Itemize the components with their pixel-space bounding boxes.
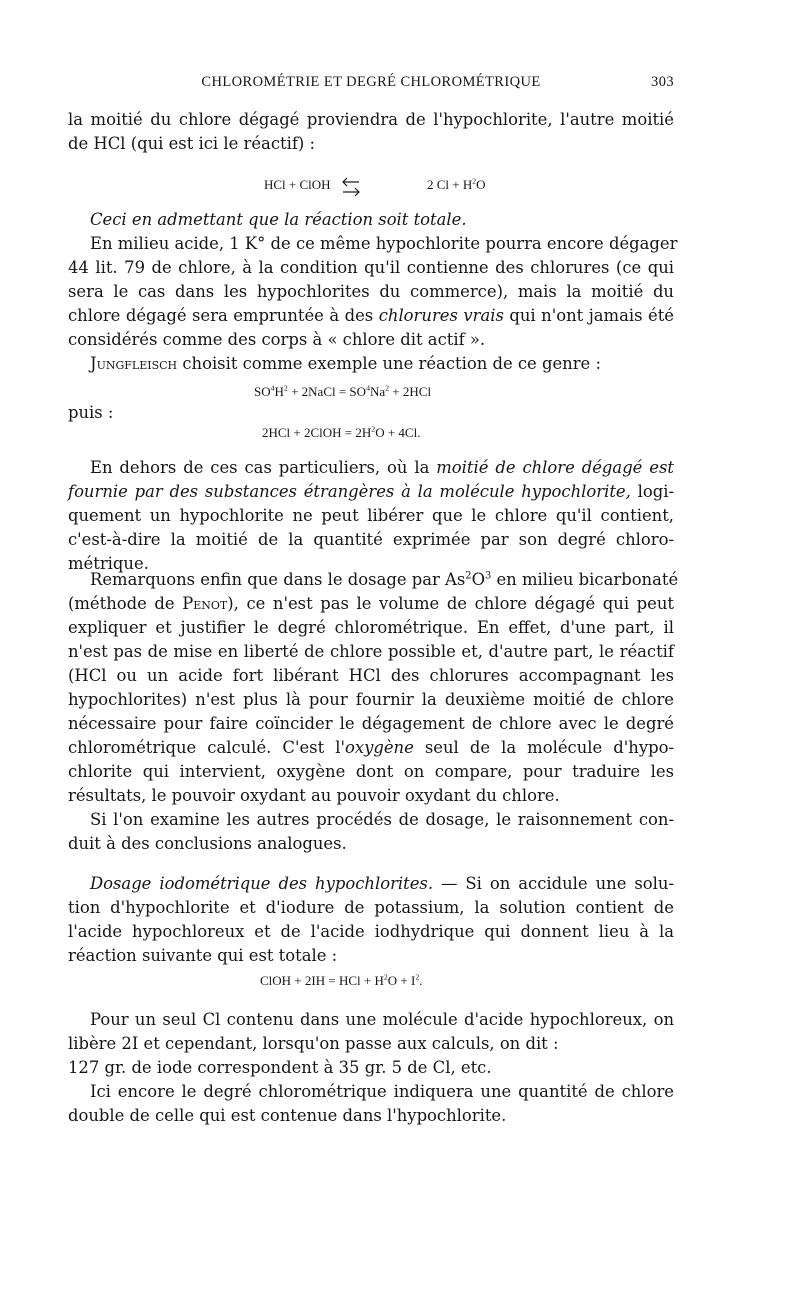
text-line: tion d'hypochlorite et d'iodure de potassium, la solution contient de <box>68 898 674 917</box>
text-line <box>68 568 679 592</box>
page-number: 303 <box>651 74 674 90</box>
equation <box>260 973 422 989</box>
text-line: puis : <box>68 403 114 422</box>
equation-text: O + I <box>387 973 416 988</box>
equation <box>254 384 431 400</box>
text-span: seul de la molécule d'hypo- <box>413 738 674 757</box>
superscript: 4 <box>366 383 370 393</box>
equation-text: H <box>274 384 284 399</box>
text-span: qui n'ont jamais été <box>503 306 674 325</box>
text-span: En dehors de ces cas particuliers, où la <box>90 458 437 477</box>
text-line <box>68 872 674 896</box>
text-line: métrique. <box>68 554 149 573</box>
author-name: Penot <box>182 594 228 613</box>
superscript: 2 <box>415 972 420 982</box>
text-line: 44 lit. 79 de chlore, à la condition qu'il contienne des chlorures (ce qui <box>68 258 674 277</box>
equation-left <box>264 177 331 193</box>
text-span: (méthode de <box>68 594 183 613</box>
equation-text: 2 Cl + H <box>427 177 473 192</box>
text-line: Si l'on examine les autres procédés de dosage, le raisonnement con- <box>90 810 674 829</box>
text-line: considérés comme des corps à « chlore dit actif ». <box>68 330 486 349</box>
equation-text: 2HCl + 2ClOH = 2H <box>262 425 372 440</box>
equation-text: . <box>419 973 423 988</box>
text-line <box>68 304 674 328</box>
text-line: l'acide hypochloreux et de l'acide iodhydrique qui donnent lieu à la <box>68 922 674 941</box>
text-line: (HCl ou un acide fort libérant HCl des chlorures accompagnant les <box>68 666 674 685</box>
text-line <box>68 456 674 480</box>
equation-text: HCl + ClOH <box>264 177 331 192</box>
text-span: en milieu bicarbonaté <box>491 570 679 589</box>
italic-term: oxygène <box>344 738 414 757</box>
text-span: logi- <box>630 482 675 501</box>
author-name: Jungfleisch <box>90 354 178 373</box>
running-title: CHLOROMÉTRIE ET DEGRÉ CHLOROMÉTRIQUE <box>201 74 541 90</box>
italic-term: fournie par des substances étrangères à la molécule hypochlorite, <box>68 482 631 501</box>
text-line: quement un hypochlorite ne peut libérer que le chlore qu'il contient, <box>68 506 674 525</box>
text-span: — Si on accidule une solu- <box>433 874 674 893</box>
text-line: hypochlorites) n'est plus là pour fournir la deuxième moitié de chlore <box>68 690 674 709</box>
text-line: En milieu acide, 1 K° de ce même hypochlorite pourra encore dégager <box>90 234 678 253</box>
superscript: 2 <box>385 383 390 393</box>
text-line: duit à des conclusions analogues. <box>68 834 347 853</box>
text-line: chlorite qui intervient, oxygène dont on compare, pour traduire les <box>68 762 674 781</box>
text-span: choisit comme exemple une réaction de ce genre : <box>177 354 601 373</box>
section-heading: Dosage iodométrique des hypochlorites. <box>90 874 434 893</box>
equation-text: + 2HCl <box>389 384 432 399</box>
equation-text: + 2NaCl = SO <box>287 384 367 399</box>
text-line: c'est-à-dire la moitié de la quantité exprimée par son degré chloro- <box>68 530 674 549</box>
superscript: 3 <box>485 570 492 582</box>
superscript: 2 <box>283 383 288 393</box>
text-line: sera le cas dans les hypochlorites du commerce), mais la moitié du <box>68 282 674 301</box>
text-line: Ici encore le degré chlorométrique indiquera une quantité de chlore <box>90 1082 674 1101</box>
text-line: n'est pas de mise en liberté de chlore possible et, d'autre part, le réactif <box>68 642 674 661</box>
reversible-arrows-icon <box>339 176 363 198</box>
text-line: double de celle qui est contenue dans l'hypochlorite. <box>68 1106 507 1125</box>
superscript: 2 <box>371 424 376 434</box>
equation-text: Na <box>369 384 386 399</box>
text-line: Ceci en admettant que la réaction soit totale. <box>90 210 467 229</box>
text-line <box>68 352 674 376</box>
running-header <box>68 74 674 94</box>
text-span: ), ce n'est pas le volume de chlore dégagé qui peut <box>227 594 675 613</box>
text-line: expliquer et justifier le degré chlorométrique. En effet, d'une part, il <box>68 618 674 637</box>
text-line: réaction suivante qui est totale : <box>68 946 338 965</box>
text-line: nécessaire pour faire coïncider le dégagement de chlore avec le degré <box>68 714 674 733</box>
text-span: Remarquons enfin que dans le dosage par As <box>90 570 466 589</box>
equation-right <box>427 177 486 193</box>
text-span: chlore dégagé sera empruntée à des <box>68 306 379 325</box>
equation-text: O + 4Cl. <box>375 425 421 440</box>
italic-term: chlorures vrais <box>378 306 504 325</box>
text-line: de HCl (qui est ici le réactif) : <box>68 134 316 153</box>
text-line <box>68 480 674 504</box>
italic-term: moitié de chlore dégagé est <box>436 458 674 477</box>
equation-text: SO <box>254 384 271 399</box>
superscript: 2 <box>383 972 388 982</box>
text-line <box>68 592 674 616</box>
text-line: 127 gr. de iode correspondent à 35 gr. 5 de Cl, etc. <box>68 1058 492 1077</box>
text-line: la moitié du chlore dégagé proviendra de l'hypochlorite, l'autre moitié <box>68 110 674 129</box>
superscript: 2 <box>465 570 472 582</box>
text-line: Pour un seul Cl contenu dans une molécule d'acide hypochloreux, on <box>90 1010 674 1029</box>
text-line <box>68 736 674 760</box>
superscript: 2 <box>472 176 477 186</box>
superscript: 4 <box>270 383 275 393</box>
equation-text: ClOH + 2IH = HCl + H <box>260 973 384 988</box>
equation-text: O <box>476 177 486 192</box>
text-span: chlorométrique calculé. C'est l' <box>68 738 345 757</box>
text-line: libère 2I et cependant, lorsqu'on passe aux calculs, on dit : <box>68 1034 559 1053</box>
text-span: O <box>471 570 485 589</box>
equation <box>262 425 420 441</box>
text-line: résultats, le pouvoir oxydant au pouvoir oxydant du chlore. <box>68 786 560 805</box>
